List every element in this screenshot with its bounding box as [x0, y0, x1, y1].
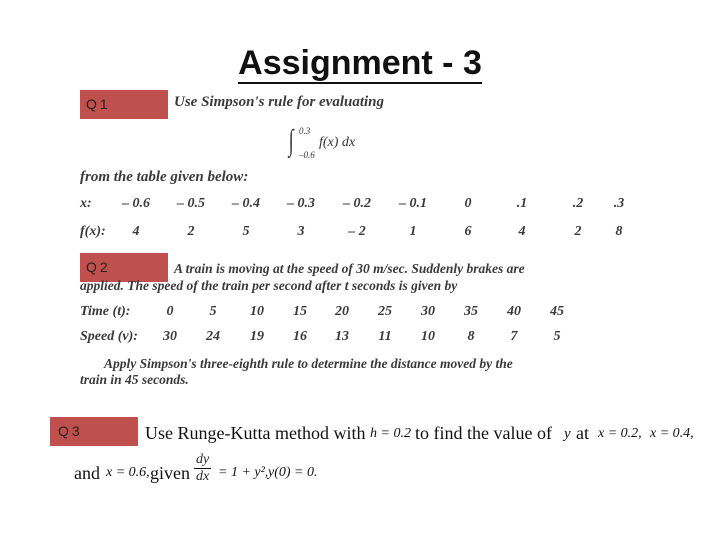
q3-dx: dx [196, 469, 210, 484]
q1-tag: Q1 [80, 90, 168, 119]
q2-time-cell: 35 [464, 304, 478, 319]
q1-integral [285, 122, 395, 162]
q1-fx-row [80, 224, 640, 244]
q3-at-text: at [576, 423, 589, 443]
q3-line1-text: Use Runge-Kutta method with [145, 423, 366, 443]
q2-line2: applied. The speed of the train per second after t seconds is given by [80, 278, 458, 293]
q1-x-cell: – 0.4 [232, 196, 260, 211]
q1-fx-cell: 6 [464, 224, 472, 239]
q3-x1-expr: x = 0.2, [598, 426, 642, 441]
q2-speed-label: Speed (v): [80, 329, 138, 344]
q2-speed-cell: 10 [421, 329, 435, 344]
q1-x-cell: – 0.5 [177, 196, 205, 211]
q2-time-cell: 40 [507, 304, 521, 319]
q1-x-cell: .2 [572, 196, 584, 211]
q2-time-cell: 45 [550, 304, 564, 319]
q2-line3: Apply Simpson's three-eighth rule to determine the distance moved by the [104, 356, 513, 371]
q3-derivative [194, 452, 211, 485]
q3-x2-expr: x = 0.4, [650, 426, 694, 441]
q1-fx-cell: 5 [242, 224, 250, 239]
q3-dy: dy [196, 452, 210, 467]
q2-line4: train in 45 seconds. [80, 372, 189, 387]
q2-line1: A train is moving at the speed of 30 m/sec. Suddenly brakes are [174, 261, 525, 276]
q1-fx-cell: 2 [187, 224, 195, 239]
q2-time-cell: 20 [335, 304, 349, 319]
integral-lower-limit: –0.6 [299, 150, 315, 160]
q2-time-label: Time (t): [80, 304, 131, 319]
q3-equation-rhs: = 1 + y², [218, 465, 269, 480]
q1-x-cell: 0 [464, 196, 472, 211]
q3-line1-text-b: to find the value of [415, 423, 552, 443]
title-text: Assignment - 3 [238, 44, 482, 82]
q1-x-cell: – 0.3 [287, 196, 315, 211]
q1-fx-label: f(x): [80, 224, 106, 239]
page-title [0, 44, 720, 83]
q2-speed-cell: 5 [553, 329, 561, 344]
q1-fx-cell: 1 [409, 224, 417, 239]
q2-speed-row [80, 329, 600, 349]
q1-intro: Use Simpson's rule for evaluating [174, 94, 385, 110]
q1-x-cell: .3 [613, 196, 625, 211]
integral-integrand: f(x) dx [319, 135, 356, 150]
q3-initial-condition: y(0) = 0. [268, 465, 318, 480]
q1-fx-cell: 3 [297, 224, 305, 239]
q1-fx-cell: 8 [615, 224, 623, 239]
q3-h-expr: h = 0.2 [370, 426, 411, 441]
q2-speed-cell: 24 [206, 329, 220, 344]
q2-speed-cell: 7 [510, 329, 518, 344]
q3-y-var: y [564, 426, 571, 442]
integral-upper-limit: 0.3 [299, 126, 311, 136]
q1-fx-cell: 2 [574, 224, 582, 239]
q3-given-text: given [150, 463, 190, 483]
q1-x-cell: – 0.2 [343, 196, 371, 211]
q1-fx-cell: 4 [518, 224, 526, 239]
q1-x-row [80, 196, 640, 216]
q1-x-cell: – 0.1 [399, 196, 427, 211]
q3-and-text: and [74, 463, 100, 483]
q2-time-cell: 5 [209, 304, 217, 319]
q1-fx-cell: – 2 [348, 224, 366, 239]
q2-speed-cell: 16 [293, 329, 307, 344]
q3-x3-expr: x = 0.6, [106, 465, 150, 480]
q1-x-label: x: [80, 196, 92, 211]
q2-time-cell: 10 [250, 304, 264, 319]
q1-fx-cell: 4 [132, 224, 140, 239]
q2-speed-cell: 11 [378, 329, 392, 344]
q1-x-cell: – 0.6 [122, 196, 150, 211]
q2-time-cell: 15 [293, 304, 307, 319]
q1-x-cell: .1 [516, 196, 528, 211]
q3-tag: Q3 [50, 417, 138, 446]
q2-speed-cell: 30 [163, 329, 177, 344]
q2-time-cell: 30 [421, 304, 435, 319]
integral-sign-icon: ∫ [288, 124, 294, 157]
q2-speed-cell: 8 [467, 329, 475, 344]
q2-time-cell: 0 [166, 304, 174, 319]
q1-table-intro: from the table given below: [80, 169, 249, 185]
q2-time-cell: 25 [378, 304, 392, 319]
q2-speed-cell: 19 [250, 329, 264, 344]
q2-time-row [80, 304, 600, 324]
q2-speed-cell: 13 [335, 329, 349, 344]
q2-tag: Q2 [80, 253, 168, 282]
